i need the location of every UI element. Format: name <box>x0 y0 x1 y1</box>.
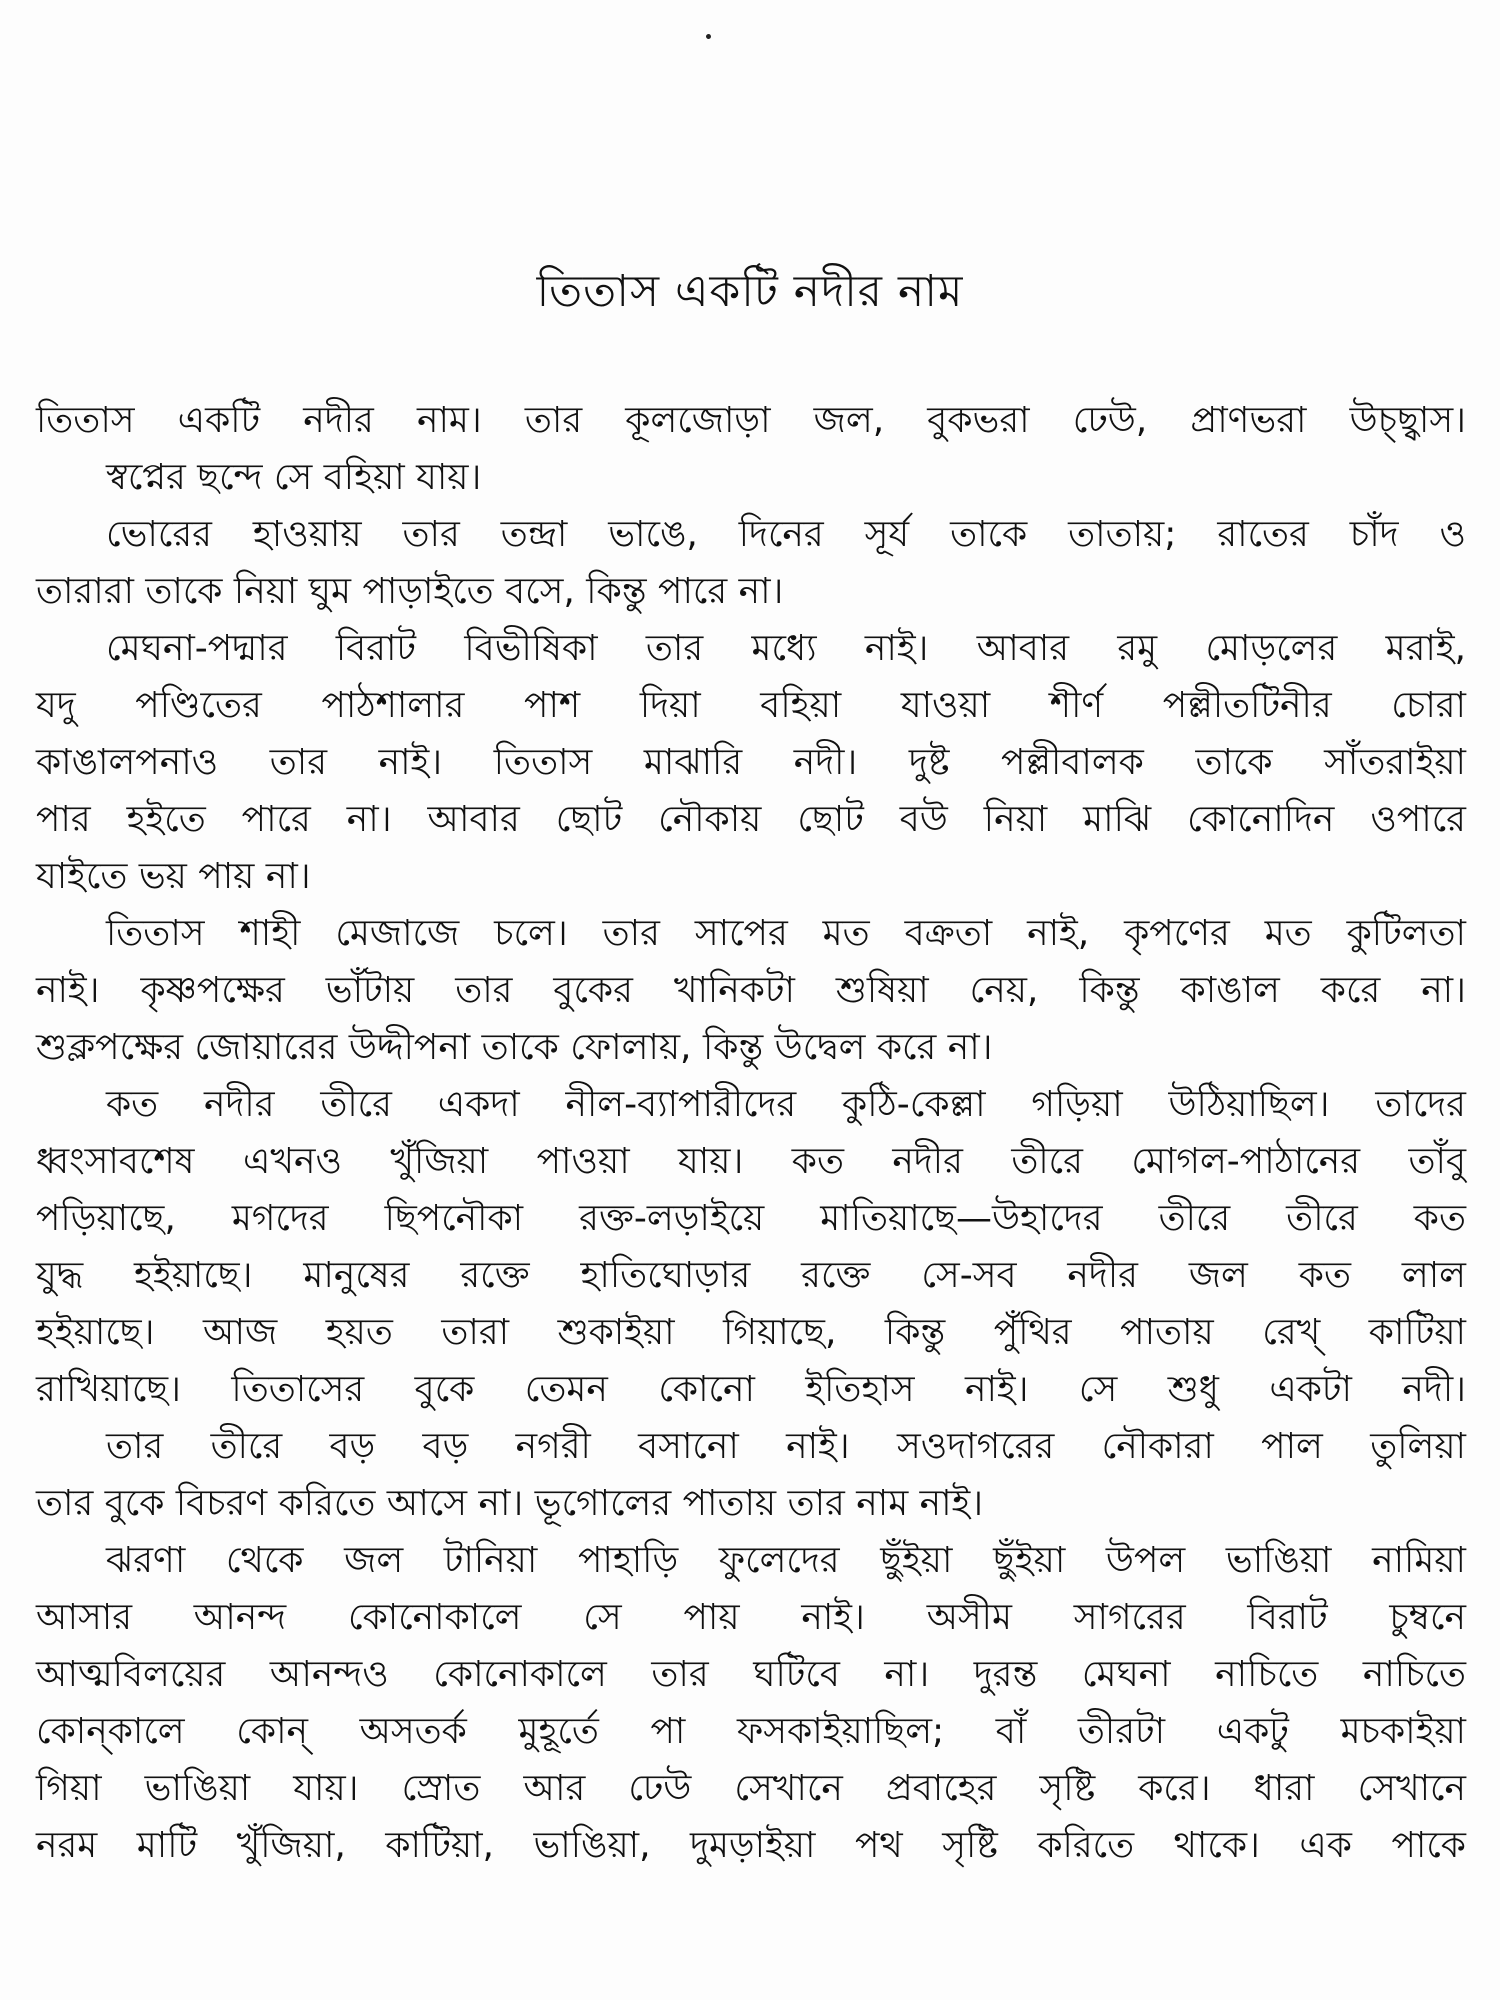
text-line: তারারা তাকে নিয়া ঘুম পাড়াইতে বসে, কিন্তু পারে না। <box>36 571 784 612</box>
text-line: নাই। কৃষ্ণপক্ষের ভাঁটায় তার বুকের খানিকটা শুষিয়া নেয়, কিন্তু কাঙাল করে না। <box>36 970 1466 1011</box>
text-line: যাইতে ভয় পায় না। <box>36 856 311 897</box>
text-line: গিয়া ভাঙিয়া যায়। স্রোত আর ঢেউ সেখানে প্রবাহের সৃষ্টি করে। ধারা সেখানে <box>36 1768 1466 1809</box>
text-line: কত নদীর তীরে একদা নীল-ব্যাপারীদের কুঠি-কেল্লা গড়িয়া উঠিয়াছিল। তাদের <box>106 1084 1466 1125</box>
text-line: স্বপ্নের ছন্দে সে বহিয়া যায়। <box>106 457 482 498</box>
text-line: আত্মবিলয়ের আনন্দও কোনোকালে তার ঘটিবে না। দুরন্ত মেঘনা নাচিতে নাচিতে <box>36 1654 1466 1695</box>
body-text <box>36 392 1466 1874</box>
text-line: কাঙালপনাও তার নাই। তিতাস মাঝারি নদী। দুষ্ট পল্লীবালক তাকে সাঁতরাইয়া <box>36 742 1466 783</box>
ink-speck <box>705 33 711 39</box>
text-line: তিতাস একটি নদীর নাম। তার কূলজোড়া জল, বুকভরা ঢেউ, প্রাণভরা উচ্ছ্বাস। <box>36 400 1466 441</box>
text-line: ঝরণা থেকে জল টানিয়া পাহাড়ি ফুলেদের ছুঁইয়া ছুঁইয়া উপল ভাঙিয়া নামিয়া <box>106 1540 1466 1581</box>
text-line: পড়িয়াছে, মগদের ছিপনৌকা রক্ত-লড়াইয়ে মাতিয়াছে—উহাদের তীরে তীরে কত <box>36 1198 1466 1239</box>
text-line: মেঘনা-পদ্মার বিরাট বিভীষিকা তার মধ্যে নাই। আবার রমু মোড়লের মরাই, <box>106 628 1466 669</box>
text-line: তার তীরে বড় বড় নগরী বসানো নাই। সওদাগরের নৌকারা পাল তুলিয়া <box>106 1426 1466 1467</box>
text-line: যুদ্ধ হইয়াছে। মানুষের রক্তে হাতিঘোড়ার রক্তে সে-সব নদীর জল কত লাল <box>36 1255 1466 1296</box>
text-line: কোন্‌কালে কোন্ অসতর্ক মুহূর্তে পা ফসকাইয়াছিল; বাঁ তীরটা একটু মচকাইয়া <box>36 1711 1466 1752</box>
text-line: নরম মাটি খুঁজিয়া, কাটিয়া, ভাঙিয়া, দুমড়াইয়া পথ সৃষ্টি করিতে থাকে। এক পাকে <box>36 1825 1466 1866</box>
text-line: ভোরের হাওয়ায় তার তন্দ্রা ভাঙে, দিনের সূর্য তাকে তাতায়; রাতের চাঁদ ও <box>106 514 1466 555</box>
text-line: ধ্বংসাবশেষ এখনও খুঁজিয়া পাওয়া যায়। কত নদীর তীরে মোগল-পাঠানের তাঁবু <box>36 1141 1466 1182</box>
text-line: হইয়াছে। আজ হয়ত তারা শুকাইয়া গিয়াছে, কিন্তু পুঁথির পাতায় রেখ্ কাটিয়া <box>36 1312 1466 1353</box>
text-line: পার হইতে পারে না। আবার ছোট নৌকায় ছোট বউ নিয়া মাঝি কোনোদিন ওপারে <box>36 799 1466 840</box>
text-line: তার বুকে বিচরণ করিতে আসে না। ভূগোলের পাতায় তার নাম নাই। <box>36 1483 984 1524</box>
text-line: আসার আনন্দ কোনোকালে সে পায় নাই। অসীম সাগরের বিরাট চুম্বনে <box>36 1597 1466 1638</box>
text-line: শুক্লপক্ষের জোয়ারের উদ্দীপনা তাকে ফোলায়, কিন্তু উদ্বেল করে না। <box>36 1027 993 1068</box>
text-line: রাখিয়াছে। তিতাসের বুকে তেমন কোনো ইতিহাস নাই। সে শুধু একটা নদী। <box>36 1369 1466 1410</box>
text-line: যদু পণ্ডিতের পাঠশালার পাশ দিয়া বহিয়া যাওয়া শীর্ণ পল্লীতটিনীর চোরা <box>36 685 1466 726</box>
text-line: তিতাস শাহী মেজাজে চলে। তার সাপের মত বক্রতা নাই, কৃপণের মত কুটিলতা <box>106 913 1466 954</box>
chapter-title: তিতাস একটি নদীর নাম <box>536 266 964 317</box>
